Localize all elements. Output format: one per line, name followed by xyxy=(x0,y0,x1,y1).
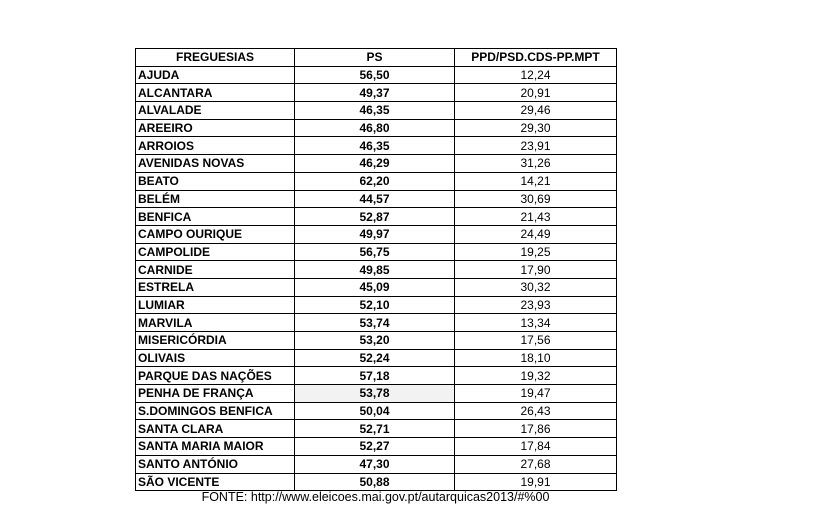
table-row xyxy=(136,155,617,173)
freguesia-cell: SÃO VICENTE xyxy=(136,473,295,491)
ppd-psd-cell: 21,43 xyxy=(455,208,617,226)
table-row xyxy=(136,172,617,190)
freguesia-cell: BENFICA xyxy=(136,208,295,226)
ps-cell: 52,71 xyxy=(295,420,455,438)
ppd-psd-cell: 30,69 xyxy=(455,190,617,208)
table-row xyxy=(136,208,617,226)
table-row xyxy=(136,225,617,243)
table-row xyxy=(136,332,617,350)
ppd-psd-cell: 17,90 xyxy=(455,261,617,279)
ppd-psd-cell: 31,26 xyxy=(455,155,617,173)
header-freguesias: FREGUESIAS xyxy=(136,49,295,67)
table-row xyxy=(136,137,617,155)
header-ps: PS xyxy=(295,49,455,67)
freguesia-cell: AREEIRO xyxy=(136,119,295,137)
ps-cell: 49,85 xyxy=(295,261,455,279)
ps-cell: 45,09 xyxy=(295,278,455,296)
table-row xyxy=(136,349,617,367)
ppd-psd-cell: 26,43 xyxy=(455,402,617,420)
ps-cell: 53,78 xyxy=(295,385,455,403)
ps-cell: 49,97 xyxy=(295,225,455,243)
ps-cell: 52,27 xyxy=(295,438,455,456)
freguesia-cell: ESTRELA xyxy=(136,278,295,296)
freguesia-cell: OLIVAIS xyxy=(136,349,295,367)
ps-cell: 50,88 xyxy=(295,473,455,491)
ppd-psd-cell: 14,21 xyxy=(455,172,617,190)
ps-cell: 46,35 xyxy=(295,102,455,120)
freguesia-cell: CAMPOLIDE xyxy=(136,243,295,261)
freguesia-cell: PARQUE DAS NAÇÕES xyxy=(136,367,295,385)
ppd-psd-cell: 23,91 xyxy=(455,137,617,155)
ps-cell: 62,20 xyxy=(295,172,455,190)
ps-cell: 52,24 xyxy=(295,349,455,367)
results-table xyxy=(135,48,617,491)
ppd-psd-cell: 13,34 xyxy=(455,314,617,332)
ppd-psd-cell: 20,91 xyxy=(455,84,617,102)
ppd-psd-cell: 12,24 xyxy=(455,66,617,84)
ppd-psd-cell: 23,93 xyxy=(455,296,617,314)
ppd-psd-cell: 17,56 xyxy=(455,332,617,350)
table-row xyxy=(136,314,617,332)
ppd-psd-cell: 19,91 xyxy=(455,473,617,491)
table-row xyxy=(136,278,617,296)
freguesia-cell: CAMPO OURIQUE xyxy=(136,225,295,243)
ps-cell: 52,87 xyxy=(295,208,455,226)
table-row xyxy=(136,243,617,261)
freguesia-cell: BEATO xyxy=(136,172,295,190)
ppd-psd-cell: 29,46 xyxy=(455,102,617,120)
ps-cell: 44,57 xyxy=(295,190,455,208)
ppd-psd-cell: 17,84 xyxy=(455,438,617,456)
ppd-psd-cell: 18,10 xyxy=(455,349,617,367)
ppd-psd-cell: 27,68 xyxy=(455,455,617,473)
freguesia-cell: MISERICÓRDIA xyxy=(136,332,295,350)
ps-cell: 52,10 xyxy=(295,296,455,314)
table-body xyxy=(136,66,617,491)
table-row xyxy=(136,402,617,420)
freguesia-cell: AJUDA xyxy=(136,66,295,84)
ps-cell: 57,18 xyxy=(295,367,455,385)
header-row xyxy=(136,49,617,67)
ps-cell: 47,30 xyxy=(295,455,455,473)
freguesia-cell: S.DOMINGOS BENFICA xyxy=(136,402,295,420)
table-row xyxy=(136,261,617,279)
freguesia-cell: PENHA DE FRANÇA xyxy=(136,385,295,403)
ppd-psd-cell: 19,25 xyxy=(455,243,617,261)
freguesia-cell: SANTA CLARA xyxy=(136,420,295,438)
freguesia-cell: LUMIAR xyxy=(136,296,295,314)
freguesia-cell: CARNIDE xyxy=(136,261,295,279)
ps-cell: 46,29 xyxy=(295,155,455,173)
table-row xyxy=(136,455,617,473)
freguesia-cell: ALVALADE xyxy=(136,102,295,120)
table-row xyxy=(136,190,617,208)
table-row xyxy=(136,385,617,403)
ps-cell: 53,74 xyxy=(295,314,455,332)
ppd-psd-cell: 17,86 xyxy=(455,420,617,438)
table-header xyxy=(136,49,617,67)
table-row xyxy=(136,119,617,137)
ps-cell: 53,20 xyxy=(295,332,455,350)
source-note: FONTE: http://www.eleicoes.mai.gov.pt/autarquicas2013/#%00 xyxy=(201,490,550,504)
freguesia-cell: AVENIDAS NOVAS xyxy=(136,155,295,173)
ppd-psd-cell: 24,49 xyxy=(455,225,617,243)
freguesia-cell: ALCANTARA xyxy=(136,84,295,102)
table-row xyxy=(136,420,617,438)
ps-cell: 56,50 xyxy=(295,66,455,84)
ps-cell: 50,04 xyxy=(295,402,455,420)
ps-cell: 49,37 xyxy=(295,84,455,102)
freguesia-cell: SANTO ANTÓNIO xyxy=(136,455,295,473)
table-row xyxy=(136,438,617,456)
table-row xyxy=(136,102,617,120)
freguesia-cell: MARVILA xyxy=(136,314,295,332)
table-row xyxy=(136,296,617,314)
table-row xyxy=(136,66,617,84)
freguesia-cell: BELÉM xyxy=(136,190,295,208)
ppd-psd-cell: 29,30 xyxy=(455,119,617,137)
freguesia-cell: ARROIOS xyxy=(136,137,295,155)
header-ppd-psd: PPD/PSD.CDS-PP.MPT xyxy=(455,49,617,67)
table-row xyxy=(136,84,617,102)
ppd-psd-cell: 19,32 xyxy=(455,367,617,385)
table-row xyxy=(136,367,617,385)
ps-cell: 46,35 xyxy=(295,137,455,155)
freguesia-cell: SANTA MARIA MAIOR xyxy=(136,438,295,456)
ps-cell: 46,80 xyxy=(295,119,455,137)
ps-cell: 56,75 xyxy=(295,243,455,261)
ppd-psd-cell: 30,32 xyxy=(455,278,617,296)
ppd-psd-cell: 19,47 xyxy=(455,385,617,403)
